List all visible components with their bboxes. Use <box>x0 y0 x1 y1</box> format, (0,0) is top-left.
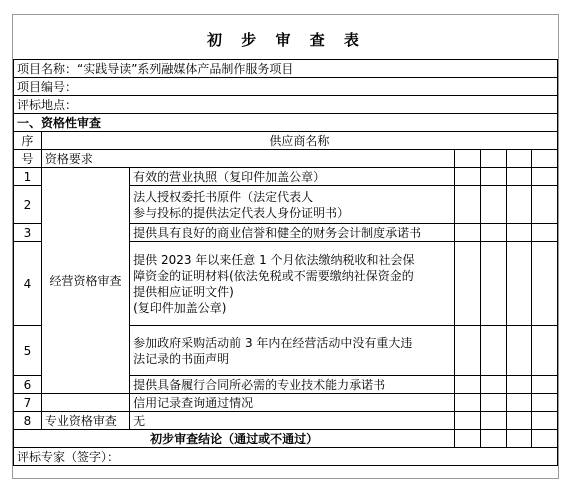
result-cell[interactable] <box>507 376 532 394</box>
requirement-cell <box>130 394 455 412</box>
result-cell[interactable] <box>532 224 558 242</box>
operating-category: 经营资格审查 <box>41 168 129 394</box>
row-number: 3 <box>14 224 42 242</box>
result-cell[interactable] <box>507 168 532 186</box>
result-cell[interactable] <box>481 168 507 186</box>
row-number: 5 <box>14 326 42 376</box>
result-cell[interactable] <box>532 412 558 430</box>
result-cell[interactable] <box>507 412 532 430</box>
supplier-header: 供应商名称 <box>41 132 557 150</box>
result-cell[interactable] <box>455 394 481 412</box>
project-name-row: 项目名称：“实践导读”系列融媒体产品制作服务项目 <box>14 60 558 78</box>
row-number: 7 <box>14 394 42 412</box>
requirement-line: 提供具有良好的商业信誉和健全的财务会计制度承诺书 <box>133 225 422 240</box>
result-cell[interactable] <box>532 186 558 224</box>
row-number: 1 <box>14 168 42 186</box>
result-cell[interactable] <box>532 326 558 376</box>
supplier-cell[interactable] <box>507 150 532 168</box>
conclusion-cell[interactable] <box>455 430 481 448</box>
requirement-cell <box>130 326 455 376</box>
row-number: 8 <box>14 412 42 430</box>
expert-signature-row[interactable]: 评标专家（签字）： <box>14 448 558 466</box>
row-number: 2 <box>14 186 42 224</box>
supplier-cell[interactable] <box>532 150 558 168</box>
result-cell[interactable] <box>507 242 532 326</box>
requirement-line: 提供 2023 年以来任意 1 个月依法缴纳税收和社会保 <box>133 252 415 267</box>
result-cell[interactable] <box>455 412 481 430</box>
result-cell[interactable] <box>455 242 481 326</box>
result-cell[interactable] <box>455 186 481 224</box>
seq-header-top: 序 <box>14 132 42 150</box>
result-cell[interactable] <box>455 224 481 242</box>
requirement-cell <box>130 168 455 186</box>
result-cell[interactable] <box>481 376 507 394</box>
form-title: 初 步 审 查 表 <box>207 31 366 49</box>
conclusion-cell[interactable] <box>532 430 558 448</box>
result-cell[interactable] <box>507 394 532 412</box>
requirement-line: 参与投标的提供法定代表人身份证明书） <box>133 205 350 220</box>
requirement-cell <box>130 412 455 430</box>
result-cell[interactable] <box>532 394 558 412</box>
requirement-line: 无 <box>133 413 146 428</box>
requirement-cell <box>130 242 455 326</box>
requirement-line: 障资金的证明材料(依法免税或不需要缴纳社保资金的 <box>133 268 414 283</box>
requirement-line: 参加政府采购活动前 3 年内在经营活动中没有重大违 <box>133 335 413 350</box>
blank-category-cell <box>41 394 129 412</box>
supplier-cell[interactable] <box>455 150 481 168</box>
project-number-row: 项目编号： <box>14 78 558 96</box>
result-cell[interactable] <box>481 224 507 242</box>
requirement-line: 有效的营业执照（复印件加盖公章） <box>133 169 326 184</box>
result-cell[interactable] <box>507 326 532 376</box>
requirement-line: 提供具备履行合同所必需的专业技术能力承诺书 <box>133 377 386 392</box>
result-cell[interactable] <box>532 168 558 186</box>
result-cell[interactable] <box>481 242 507 326</box>
requirement-line: 法人授权委托书原件（法定代表人 <box>133 189 314 204</box>
result-cell[interactable] <box>481 186 507 224</box>
result-cell[interactable] <box>532 242 558 326</box>
conclusion-row: 初步审查结论（通过或不通过） <box>14 430 455 448</box>
result-cell[interactable] <box>455 168 481 186</box>
requirement-header: 资格要求 <box>41 150 455 168</box>
evaluation-site-row: 评标地点： <box>14 96 558 114</box>
requirement-line: 信用记录查询通过情况 <box>133 395 254 410</box>
result-cell[interactable] <box>455 376 481 394</box>
result-cell[interactable] <box>507 224 532 242</box>
requirement-line: 提供相应证明文件) <box>133 284 234 299</box>
requirement-cell <box>130 224 455 242</box>
seq-header-bottom: 号 <box>14 150 42 168</box>
section-title: 一、资格性审查 <box>14 114 558 132</box>
row-number: 6 <box>14 376 42 394</box>
row-number: 4 <box>14 242 42 326</box>
result-cell[interactable] <box>532 376 558 394</box>
supplier-cell[interactable] <box>481 150 507 168</box>
professional-category: 专业资格审查 <box>41 412 129 430</box>
review-form <box>12 14 559 479</box>
review-table <box>13 59 558 466</box>
result-cell[interactable] <box>455 326 481 376</box>
result-cell[interactable] <box>481 394 507 412</box>
result-cell[interactable] <box>481 412 507 430</box>
requirement-cell <box>130 376 455 394</box>
result-cell[interactable] <box>507 186 532 224</box>
conclusion-cell[interactable] <box>481 430 507 448</box>
conclusion-cell[interactable] <box>507 430 532 448</box>
result-cell[interactable] <box>481 326 507 376</box>
requirement-line: 法记录的书面声明 <box>133 351 230 366</box>
requirement-line: (复印件加盖公章) <box>133 300 227 315</box>
requirement-cell <box>130 186 455 224</box>
